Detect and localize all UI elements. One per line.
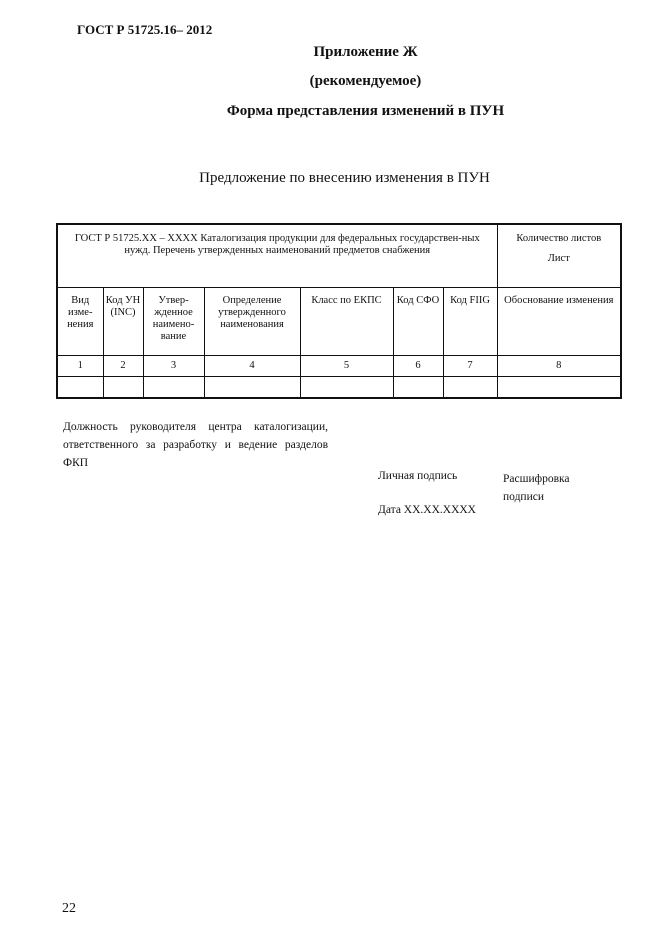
column-number: 4 — [204, 356, 300, 377]
sheet-label: Лист — [547, 253, 570, 264]
empty-cell — [103, 377, 143, 399]
gost-reference-cell: ГОСТ Р 51725.ХХ – ХХХХ Каталогизация продукции для федеральных государствен-ных нужд. Перечень утвержденных наименований предметов снабжения — [57, 224, 497, 288]
proposal-heading: Предложение по внесению изменения в ПУН — [199, 170, 490, 186]
column-number: 7 — [443, 356, 497, 377]
column-number: 8 — [497, 356, 621, 377]
empty-cell — [57, 377, 103, 399]
column-header: Код СФО — [393, 288, 443, 356]
column-header: Утвер-жденное наимено-вание — [143, 288, 204, 356]
signature-decoding-line-2: подписи — [503, 491, 544, 503]
document-standard-header: ГОСТ Р 51725.16– 2012 — [77, 22, 213, 37]
appendix-title: Приложение Ж — [313, 44, 418, 60]
sheets-cell — [497, 224, 621, 288]
table-header-row — [57, 224, 621, 288]
form-title: Форма представления изменений в ПУН — [226, 103, 505, 119]
responsible-position-text: Должность руководителя центра каталогизации, ответственного за разработку и ведение разделов ФКП — [63, 421, 328, 469]
column-header-row — [57, 288, 621, 356]
column-number: 1 — [57, 356, 103, 377]
appendix-subtitle: (рекомендуемое) — [309, 73, 422, 89]
column-header: Класс по ЕКПС — [300, 288, 393, 356]
column-header: Определение утвержденного наименования — [204, 288, 300, 356]
personal-signature-label: Личная подпись — [378, 470, 458, 482]
column-number-row — [57, 356, 621, 377]
column-header: Код FIIG — [443, 288, 497, 356]
column-header: Код УН (INC) — [103, 288, 143, 356]
column-number: 5 — [300, 356, 393, 377]
empty-cell — [143, 377, 204, 399]
date-label: Дата ХХ.ХХ.ХХХХ — [378, 504, 476, 516]
empty-cell — [497, 377, 621, 399]
column-number: 6 — [393, 356, 443, 377]
page-number: 22 — [62, 901, 76, 916]
signature-decoding-label — [503, 470, 570, 506]
column-header: Обоснование изменения — [497, 288, 621, 356]
sheets-count-label: Количество листов — [516, 233, 602, 244]
empty-cell — [393, 377, 443, 399]
empty-cell — [204, 377, 300, 399]
change-form-table — [56, 223, 622, 399]
empty-cell — [300, 377, 393, 399]
signature-decoding-line-1: Расшифровка — [503, 473, 570, 485]
empty-data-row — [57, 377, 621, 399]
column-header: Вид изме-нения — [57, 288, 103, 356]
empty-cell — [443, 377, 497, 399]
column-number: 2 — [103, 356, 143, 377]
column-number: 3 — [143, 356, 204, 377]
